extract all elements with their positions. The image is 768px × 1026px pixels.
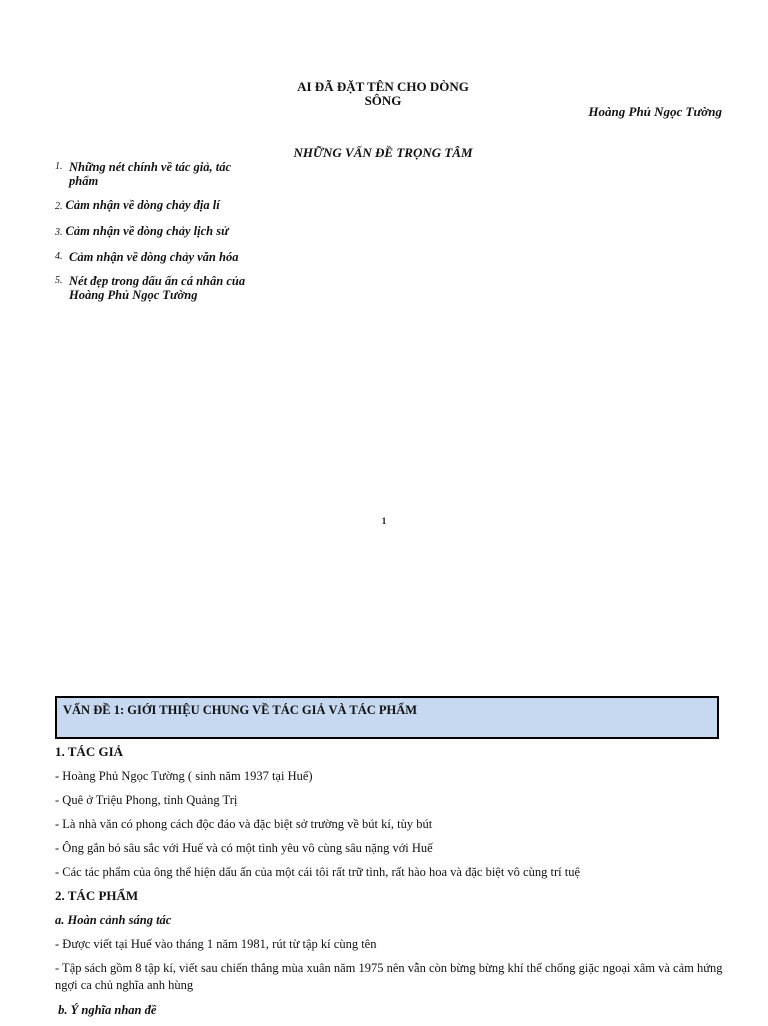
issue-number: 1. xyxy=(55,161,63,172)
issue-item xyxy=(55,198,255,214)
issue-text: Cảm nhận về dòng chảy văn hóa xyxy=(69,250,239,264)
author-line: - Là nhà văn có phong cách độc đáo và đặc biệt sở trường về bút kí, tùy bút xyxy=(55,817,433,831)
title-line-2: SÔNG xyxy=(364,93,402,108)
issue-text: Cảm nhận về dòng chảy lịch sử xyxy=(65,224,229,238)
issue-item xyxy=(55,250,255,264)
context-line: - Tập sách gồm 8 tập kí, viết sau chiến thắng mùa xuân năm 1975 nên vẫn còn bừng bừng khí thế chống giặc ngoại xâm và cảm hứng ngợi ca chủ nghĩa anh hùng xyxy=(55,961,723,992)
issue-number: 4. xyxy=(55,251,63,262)
issue-text: Cảm nhận về dòng chảy địa lí xyxy=(65,198,220,212)
issue-number: 2. xyxy=(55,201,63,212)
author-name: Hoàng Phủ Ngọc Tường xyxy=(588,104,722,119)
page-number: 1 xyxy=(381,516,387,526)
issue-text: Nét đẹp trong dấu ấn cá nhân của Hoàng Phủ Ngọc Tường xyxy=(69,274,246,302)
meaning-subheading: b. Ý nghĩa nhan đề xyxy=(55,1003,157,1017)
author-line: - Hoàng Phủ Ngọc Tường ( sinh năm 1937 tại Huế) xyxy=(55,769,313,783)
document-title xyxy=(260,80,506,108)
document-body xyxy=(55,744,723,1026)
issue-text: Những nét chính về tác giả, tác phẩm xyxy=(69,160,232,188)
issue-number: 5. xyxy=(55,275,63,286)
issue-item xyxy=(55,224,255,240)
issue-number: 3. xyxy=(55,227,63,238)
issues-heading: NHỮNG VẤN ĐỀ TRỌNG TÂM xyxy=(293,145,473,160)
issue-item xyxy=(55,274,255,302)
author-line: - Quê ở Triệu Phong, tỉnh Quảng Trị xyxy=(55,793,238,807)
author-line: - Ông gắn bó sâu sắc với Huế và có một tình yêu vô cùng sâu nặng với Huế xyxy=(55,841,433,855)
title-line-1: AI ĐÃ ĐẶT TÊN CHO DÒNG xyxy=(297,79,469,94)
issue-item xyxy=(55,160,255,188)
author-line: - Các tác phẩm của ông thể hiện dấu ấn của một cái tôi rất trữ tình, rất hào hoa và đặc biệt vô cùng trí tuệ xyxy=(55,865,580,879)
context-subheading: a. Hoàn cảnh sáng tác xyxy=(55,913,172,927)
author-section-heading: 1. TÁC GIẢ xyxy=(55,744,124,759)
work-section-heading: 2. TÁC PHẨM xyxy=(55,888,139,903)
issue-list xyxy=(55,160,255,312)
context-line: - Được viết tại Huế vào tháng 1 năm 1981, rút từ tập kí cùng tên xyxy=(55,937,377,951)
section-heading-box: VẤN ĐỀ 1: GIỚI THIỆU CHUNG VỀ TÁC GIẢ VÀ TÁC PHẨM xyxy=(55,696,719,739)
